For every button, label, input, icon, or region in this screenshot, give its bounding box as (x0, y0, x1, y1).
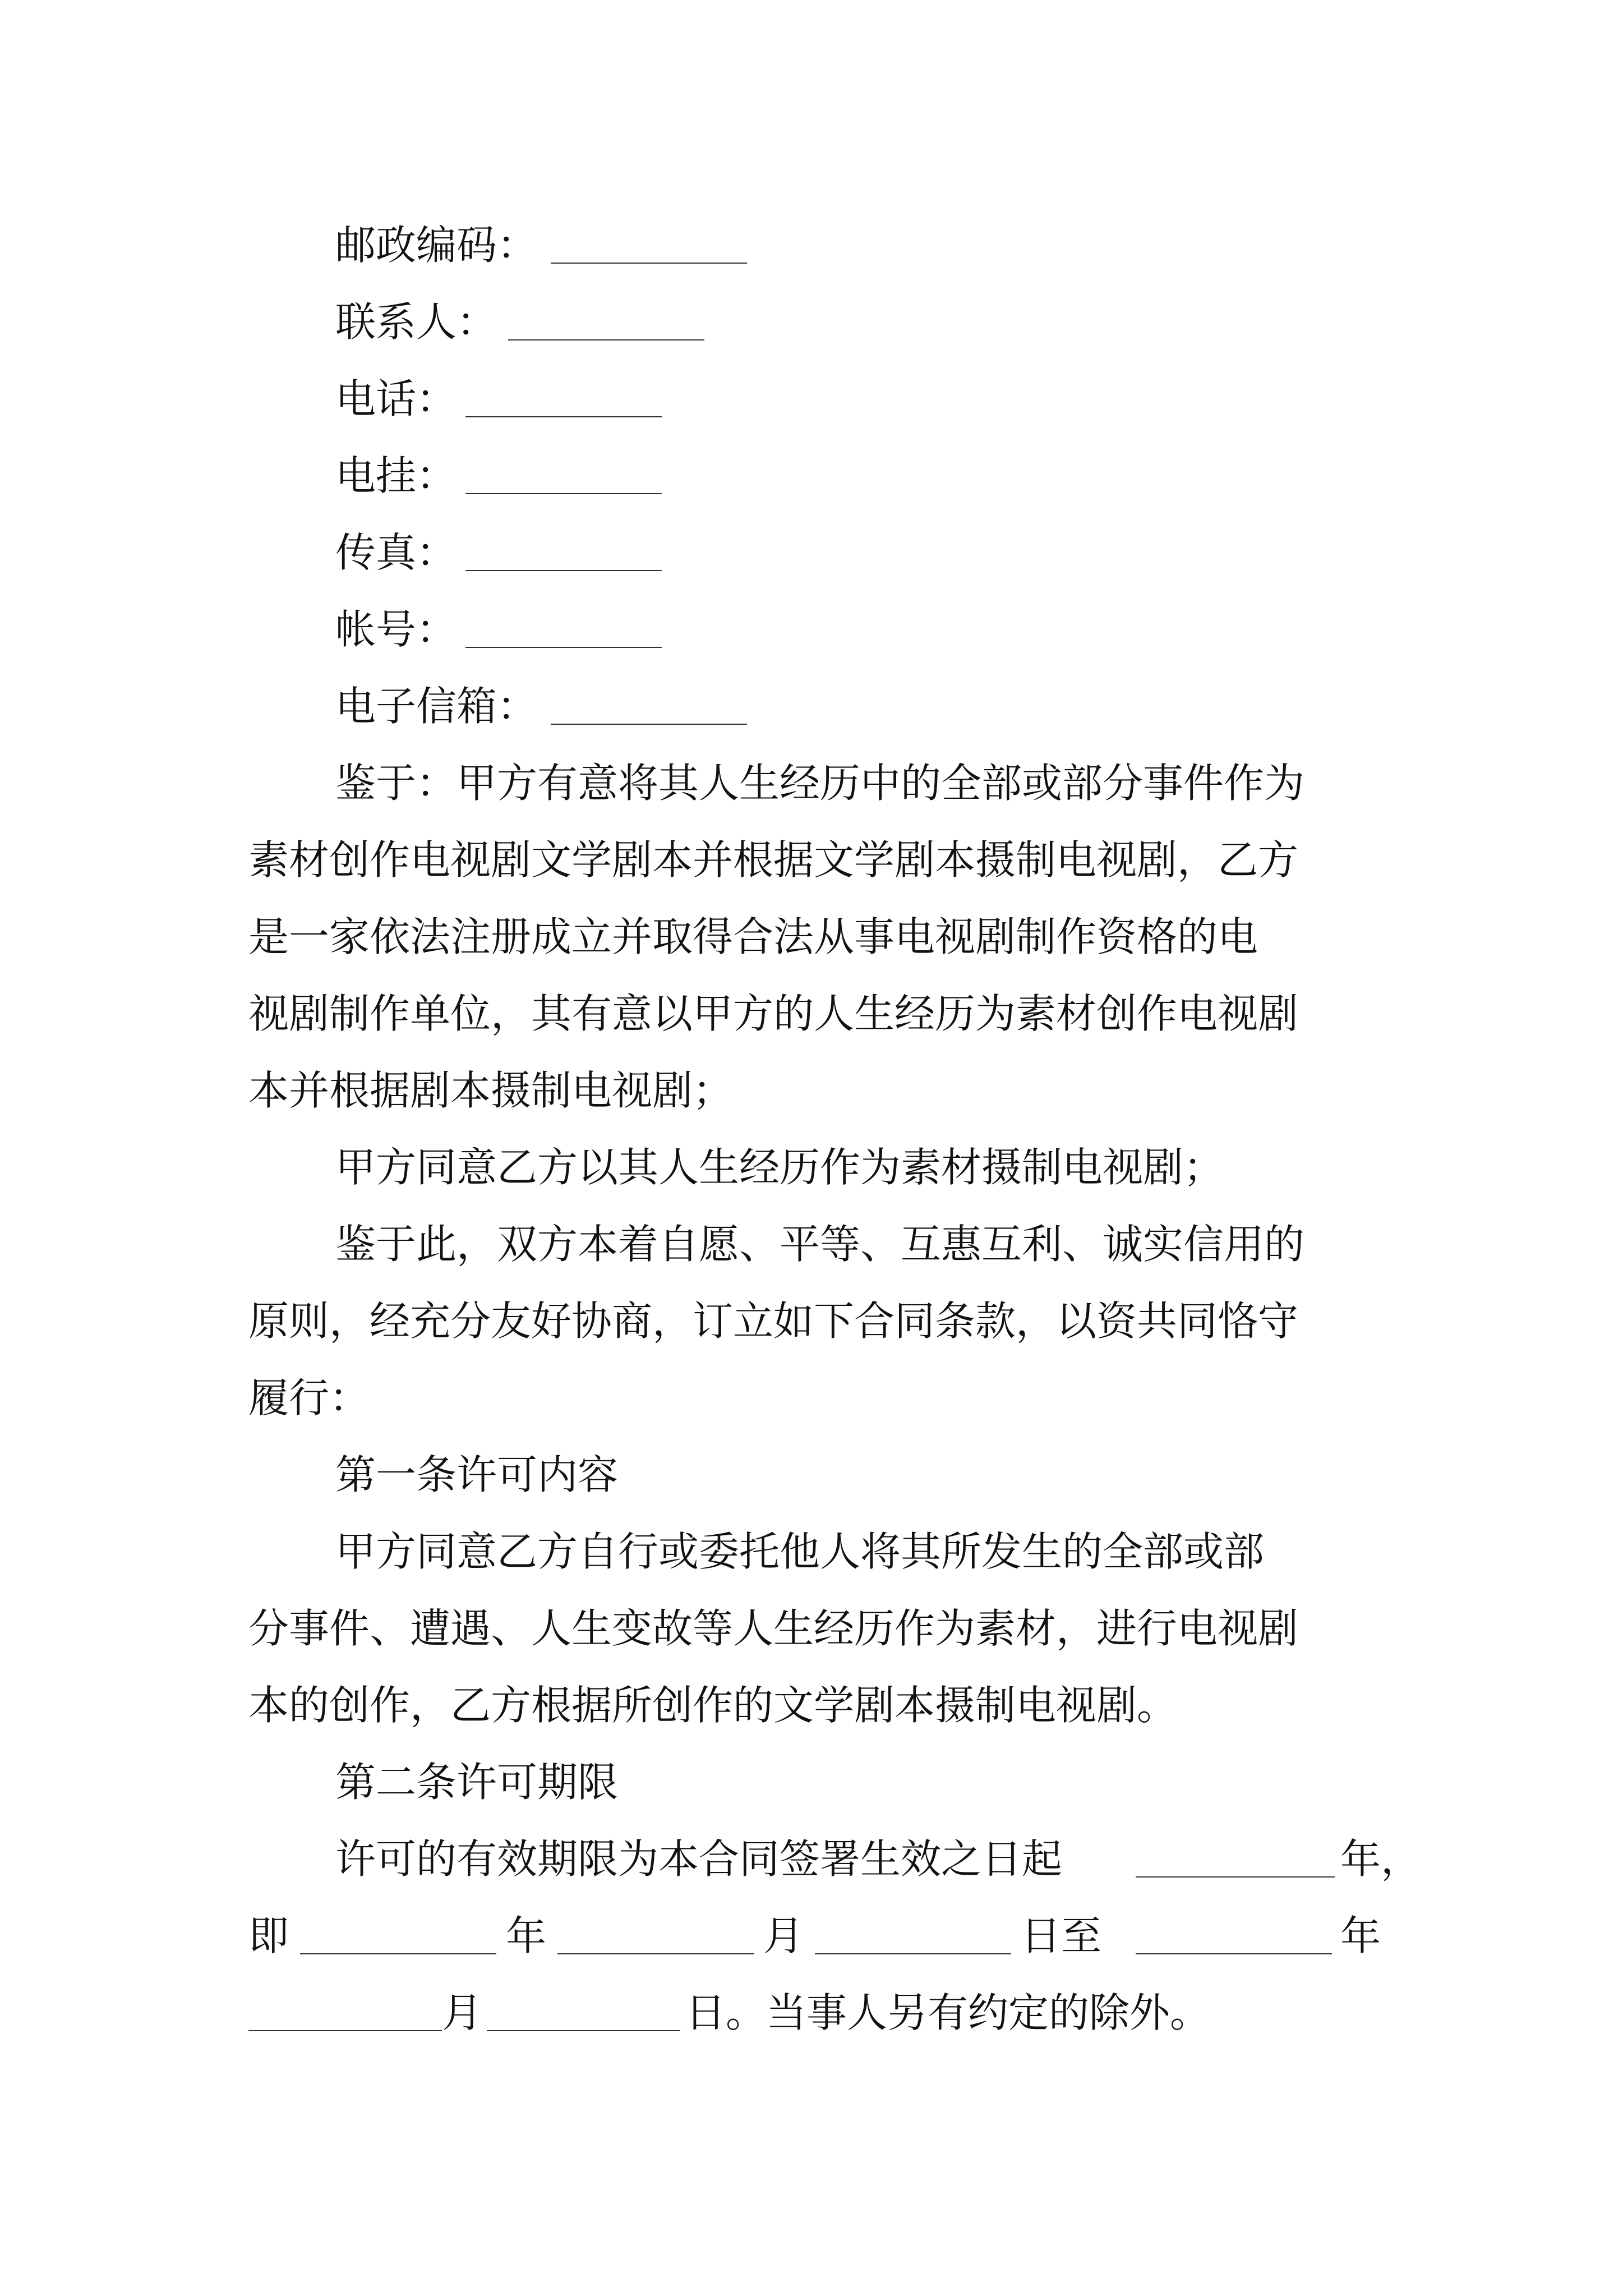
article-2-line-3 (0, 1982, 1623, 2044)
email-label: 电子信箱： (335, 683, 538, 730)
article-1-line-3: 本的创作，乙方根据所创作的文学剧本摄制电视剧。 (248, 1682, 1178, 1729)
end-month-unit: 月 (442, 1989, 483, 2036)
paragraph-line (0, 983, 1623, 1045)
paragraph-line (0, 1674, 1623, 1736)
term-year-unit: 年， (1340, 1835, 1422, 1883)
end-month-blank (248, 2030, 442, 2031)
fax-row (0, 522, 1623, 583)
article-2-line-1 (0, 1828, 1623, 1890)
paragraph-line (0, 1367, 1623, 1429)
telex-row (0, 445, 1623, 507)
end-day-tail: 日。当事人另有约定的除外。 (685, 1989, 1211, 2036)
article-1-heading: 第一条许可内容 (335, 1451, 619, 1498)
whereas-1-line-2: 素材创作电视剧文学剧本并根据文学剧本摄制电视剧，乙方 (248, 836, 1299, 884)
article-1-line-2: 分事件、遭遇、人生变故等人生经历作为素材，进行电视剧 (248, 1605, 1299, 1652)
contact-person-row (0, 291, 1623, 353)
whereas-1-line-4: 视剧制作单位，其有意以甲方的人生经历为素材创作电视剧 (248, 990, 1299, 1037)
whereas-2-line: 甲方同意乙方以其人生经历作为素材摄制电视剧； (335, 1144, 1224, 1191)
term-years-blank (1136, 1876, 1335, 1878)
start-year-blank (300, 1953, 496, 1954)
paragraph-line (0, 1060, 1623, 1121)
start-month-unit: 月 (763, 1912, 804, 1959)
agreement-line-3: 履行： (248, 1374, 370, 1421)
article-1-line-1: 甲方同意乙方自行或委托他人将其所发生的全部或部 (335, 1528, 1265, 1575)
phone-blank (465, 416, 662, 417)
start-day-blank (815, 1953, 1011, 1954)
telex-label: 电挂： (335, 452, 457, 499)
telex-blank (465, 493, 662, 494)
paragraph-line (0, 752, 1623, 814)
agreement-line-2: 原则，经充分友好协商，订立如下合同条款，以资共同恪守 (248, 1297, 1299, 1345)
account-row (0, 599, 1623, 660)
paragraph-line (0, 1521, 1623, 1582)
contact-person-label: 联系人： (335, 298, 497, 346)
whereas-1-line-3: 是一家依法注册成立并取得合法从事电视剧制作资格的电 (248, 913, 1258, 960)
postal-code-blank (551, 263, 747, 264)
account-blank (465, 647, 662, 648)
paragraph-line (0, 829, 1623, 891)
end-year-unit: 年 (1340, 1912, 1381, 1959)
phone-label: 电话： (335, 375, 457, 422)
phone-row (0, 368, 1623, 430)
postal-code-label: 邮政编码： (335, 222, 538, 269)
end-year-blank (1136, 1953, 1332, 1954)
account-label: 帐号： (335, 606, 457, 653)
fax-blank (465, 570, 662, 571)
article-2-heading: 第二条许可期限 (335, 1759, 619, 1806)
postal-code-row (0, 214, 1623, 276)
email-row (0, 675, 1623, 737)
agreement-line-1: 鉴于此，双方本着自愿、平等、互惠互利、诚实信用的 (335, 1221, 1305, 1268)
fax-label: 传真： (335, 529, 457, 576)
email-blank (551, 724, 747, 725)
whereas-1-line-1: 鉴于：甲方有意将其人生经历中的全部或部分事件作为 (335, 760, 1305, 807)
paragraph-line (0, 1137, 1623, 1198)
paragraph-line (0, 1598, 1623, 1659)
article-2-line-2 (0, 1905, 1623, 1967)
paragraph-line (0, 1213, 1623, 1275)
end-day-blank (487, 2030, 680, 2031)
start-year-unit: 年 (506, 1912, 547, 1959)
whereas-1-line-5: 本并根据剧本摄制电视剧； (248, 1067, 734, 1114)
ji-text: 即 (248, 1912, 289, 1959)
article-2-heading-row (0, 1751, 1623, 1813)
contact-person-blank (508, 339, 704, 341)
start-day-to: 日至 (1021, 1912, 1102, 1959)
paragraph-line (0, 1290, 1623, 1352)
start-month-blank (557, 1953, 754, 1954)
article-1-heading-row (0, 1444, 1623, 1506)
term-text: 许可的有效期限为本合同签署生效之日起 (335, 1835, 1063, 1883)
paragraph-line (0, 906, 1623, 968)
